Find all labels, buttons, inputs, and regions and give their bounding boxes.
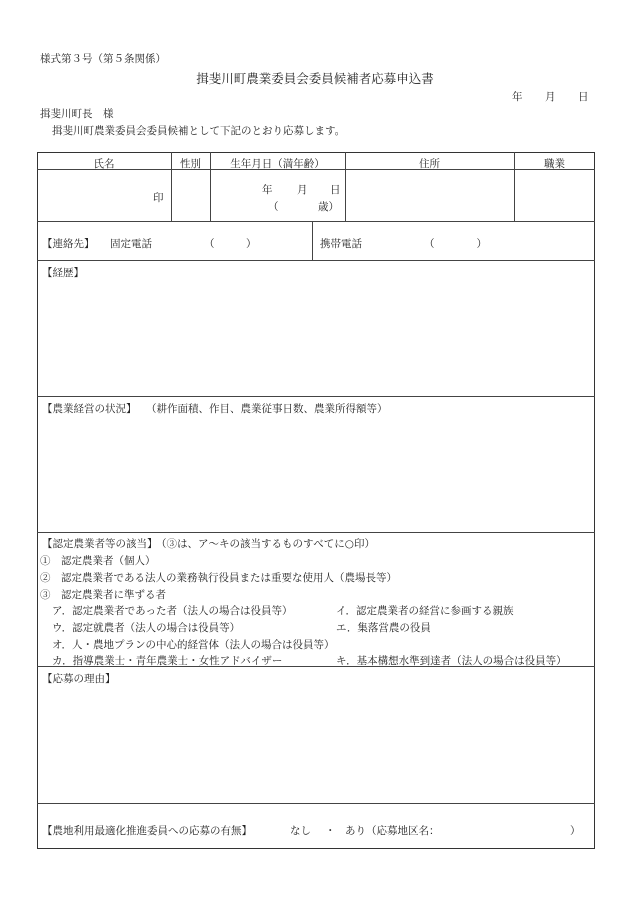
- mobile-field[interactable]: （ ）: [424, 238, 487, 250]
- row-divider: [37, 221, 595, 222]
- landline-field[interactable]: （ ）: [204, 238, 257, 250]
- sub-option-e[interactable]: エ．集落営農の役員: [336, 622, 431, 634]
- birth-month-label: 月: [297, 184, 308, 196]
- seal-mark: 印: [153, 192, 164, 204]
- certified-option-3[interactable]: ③ 認定農業者に準ずる者: [40, 589, 166, 601]
- farming-note: （耕作面積、作目、農業従事日数、農業所得額等）: [146, 403, 388, 415]
- sub-option-ki[interactable]: キ．基本構想水準到達者（法人の場合は役員等）: [336, 655, 567, 667]
- certified-note: （③は、ア～キの該当するものすべてに○印）: [156, 538, 375, 550]
- addressee: 揖斐川町長 様: [40, 108, 114, 120]
- sub-option-ka[interactable]: カ．指導農業士・青年農業士・女性アドバイザー: [52, 655, 283, 667]
- date-month-label: 月: [545, 91, 556, 103]
- age-open-paren: （: [268, 201, 279, 213]
- col-divider: [312, 221, 313, 260]
- reason-label: 【応募の理由】: [42, 673, 116, 685]
- row-divider: [37, 260, 595, 261]
- occupation-field[interactable]: [516, 173, 593, 217]
- intro-text: 揖斐川町農業委員会委員候補として下記のとおり応募します。: [52, 125, 346, 137]
- col-header-name: 氏名: [93, 158, 115, 170]
- col-header-gender: 性別: [180, 158, 201, 170]
- sub-option-u[interactable]: ウ．認定就農者（法人の場合は役員等）: [52, 622, 241, 634]
- sub-option-a[interactable]: ア．認定農業者であった者（法人の場合は役員等）: [52, 605, 293, 617]
- row-divider: [37, 803, 595, 804]
- form-title: 揖斐川町農業委員会委員候補者応募申込書: [196, 71, 434, 86]
- certified-option-1[interactable]: ① 認定農業者（個人）: [40, 555, 156, 567]
- certified-option-2[interactable]: ② 認定農業者である法人の業務執行役員または重要な使用人（農場長等）: [40, 572, 397, 584]
- gender-field[interactable]: [173, 173, 208, 217]
- date-day-label: 日: [578, 91, 589, 103]
- farmland-separator: ・: [325, 825, 336, 837]
- name-field[interactable]: [40, 173, 164, 217]
- career-label: 【経歴】: [42, 267, 84, 279]
- col-header-address: 住所: [419, 158, 440, 170]
- row-divider: [37, 532, 595, 533]
- district-name-field[interactable]: [450, 821, 568, 837]
- address-field[interactable]: [347, 173, 512, 217]
- farmland-option-none[interactable]: なし: [290, 825, 311, 837]
- row-divider: [37, 396, 595, 397]
- farmland-label: 【農地利用最適化推進委員への応募の有無】: [42, 825, 252, 837]
- birth-day-label: 日: [330, 184, 341, 196]
- farming-field[interactable]: [42, 418, 590, 528]
- farmland-option-yes[interactable]: あり（応募地区名：: [345, 825, 440, 837]
- reason-field[interactable]: [42, 688, 590, 799]
- col-header-occupation: 職業: [544, 158, 565, 170]
- sub-option-i[interactable]: イ．認定農業者の経営に参画する親族: [336, 605, 514, 617]
- farmland-close-paren: ）: [570, 825, 581, 837]
- certified-label: 【認定農業者等の該当】: [42, 538, 158, 550]
- contact-label: 【連絡先】: [42, 238, 95, 250]
- form-number: 様式第３号（第５条関係）: [40, 53, 166, 65]
- date-year-label: 年: [512, 91, 523, 103]
- career-field[interactable]: [42, 282, 590, 392]
- age-close-label: 歳）: [318, 201, 339, 213]
- sub-option-o[interactable]: オ．人・農地プランの中心的経営体（法人の場合は役員等）: [52, 639, 335, 651]
- landline-label: 固定電話: [110, 238, 152, 250]
- col-header-birthdate: 生年月日（満年齢）: [230, 158, 325, 170]
- birth-year-label: 年: [262, 184, 273, 196]
- mobile-label: 携帯電話: [320, 238, 362, 250]
- farming-label: 【農業経営の状況】: [42, 403, 137, 415]
